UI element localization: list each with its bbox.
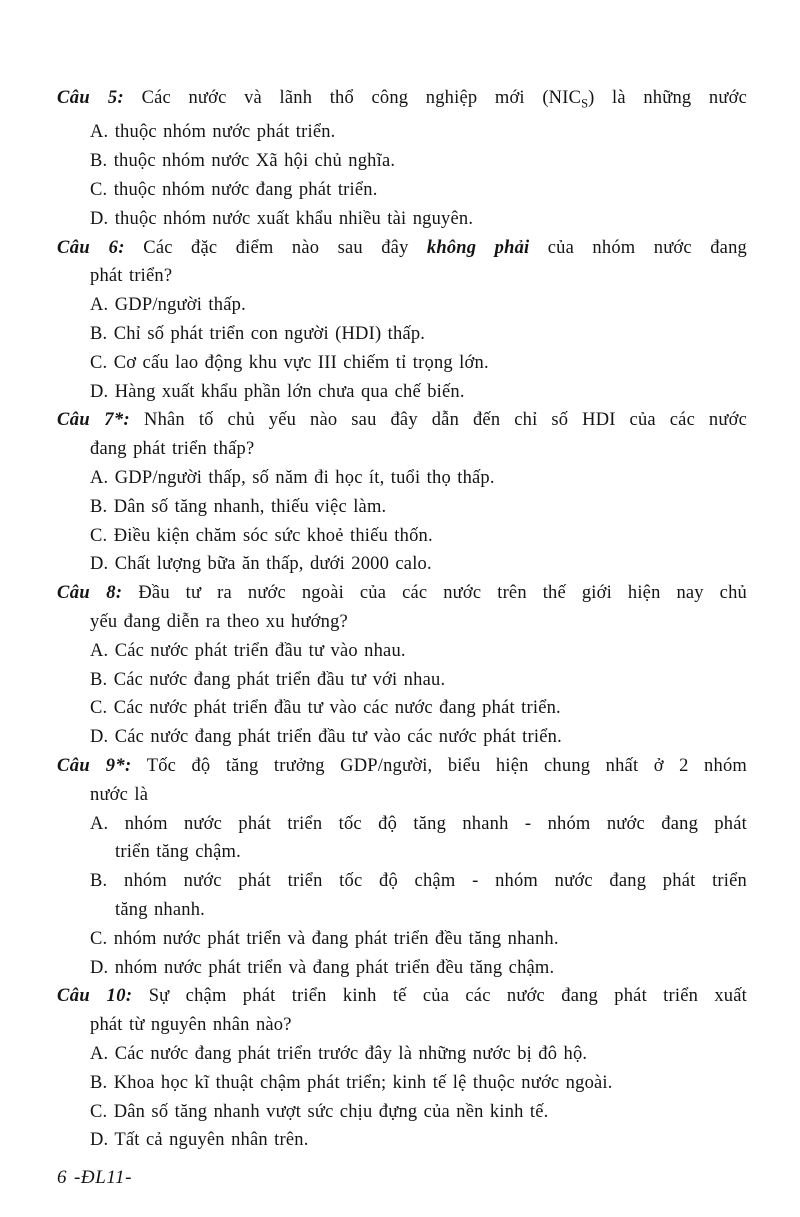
- text-segment: D. Các nước đang phát triển đầu tư vào các nước phát triển.: [90, 727, 562, 748]
- option-line: [57, 522, 747, 551]
- text-segment: A. GDP/người thấp, số năm đi học ít, tuổi thọ thấp.: [90, 468, 495, 489]
- text-segment: B. thuộc nhóm nước Xã hội chủ nghĩa.: [90, 151, 396, 172]
- option-line: [57, 205, 747, 234]
- question-continuation-line: [57, 608, 747, 637]
- option-line: [57, 1069, 747, 1098]
- option-line: [57, 810, 747, 839]
- option-line: [57, 637, 747, 666]
- text-segment: D. thuộc nhóm nước xuất khẩu nhiều tài nguyên.: [90, 208, 474, 229]
- question-first-line: [57, 234, 747, 263]
- question-label: Câu 7*:: [57, 410, 131, 431]
- text-segment: nước là: [90, 784, 149, 805]
- option-line: [57, 349, 747, 378]
- question-first-line: [57, 982, 747, 1011]
- question-label: Câu 10:: [57, 986, 133, 1007]
- question-continuation-line: [57, 262, 747, 291]
- question-label: Câu 8:: [57, 583, 123, 604]
- option-line: [57, 1040, 747, 1069]
- option-line: [57, 176, 747, 205]
- text-segment: D. Hàng xuất khẩu phần lớn chưa qua chế biến.: [90, 381, 465, 402]
- question-label: Câu 9*:: [57, 756, 132, 777]
- option-line: [57, 147, 747, 176]
- text-segment: Các nước và lãnh thổ công nghiệp mới (NIC: [141, 88, 582, 108]
- text-segment: C. Điều kiện chăm sóc sức khoẻ thiếu thốn.: [90, 525, 433, 546]
- option-line: [57, 723, 747, 752]
- page-number-book-code: 6 -ĐL11-: [57, 1167, 133, 1189]
- question-block: [57, 84, 747, 234]
- text-segment: B. Các nước đang phát triển đầu tư với nhau.: [90, 669, 446, 690]
- text-segment: C. Cơ cấu lao động khu vực III chiếm tỉ trọng lớn.: [90, 352, 489, 373]
- question-first-line: [57, 84, 747, 118]
- option-line: [57, 896, 747, 925]
- text-segment: Sự chậm phát triển kinh tế của các nước đang phát triển xuất: [148, 986, 748, 1007]
- question-block: [57, 982, 747, 1155]
- option-line: [57, 666, 747, 695]
- option-line: [57, 493, 747, 522]
- text-segment: phát triển?: [90, 266, 173, 287]
- question-first-line: [57, 579, 747, 608]
- text-segment: phát từ nguyên nhân nào?: [90, 1015, 292, 1036]
- text-segment: C. thuộc nhóm nước đang phát triển.: [90, 180, 378, 201]
- page-footer: [57, 1164, 747, 1193]
- option-line: [57, 954, 747, 983]
- question-block: [57, 406, 747, 579]
- text-segment: B. nhóm nước phát triển tốc độ chậm - nhóm nước đang phát triển: [90, 871, 747, 892]
- question-block: [57, 234, 747, 407]
- text-segment: A. Các nước phát triển đầu tư vào nhau.: [90, 640, 406, 661]
- text-segment: D. nhóm nước phát triển và đang phát triển đều tăng chậm.: [90, 957, 555, 978]
- text-segment: của nhóm nước đang: [529, 237, 747, 258]
- option-line: [57, 550, 747, 579]
- question-first-line: [57, 752, 747, 781]
- text-segment: đang phát triển thấp?: [90, 439, 255, 460]
- text-segment: Đầu tư ra nước ngoài của các nước trên thế giới hiện nay chủ: [138, 583, 747, 604]
- option-line: [57, 694, 747, 723]
- question-label: Câu 5:: [57, 88, 125, 108]
- text-segment: D. Chất lượng bữa ăn thấp, dưới 2000 calo.: [90, 554, 432, 575]
- text-segment: B. Chỉ số phát triển con người (HDI) thấp.: [90, 324, 426, 345]
- text-segment: ) là những nước: [588, 88, 747, 108]
- question-continuation-line: [57, 781, 747, 810]
- text-segment: Nhân tố chủ yếu nào sau đây dẫn đến chỉ số HDI của các nước: [144, 410, 747, 431]
- text-segment: C. Dân số tăng nhanh vượt sức chịu đựng của nền kinh tế.: [90, 1101, 549, 1122]
- option-line: [57, 925, 747, 954]
- text-segment: triển tăng chậm.: [115, 842, 241, 863]
- question-block: [57, 752, 747, 982]
- option-line: [57, 1098, 747, 1127]
- text-segment: A. thuộc nhóm nước phát triển.: [90, 122, 336, 143]
- text-segment: Tốc độ tăng trưởng GDP/người, biểu hiện chung nhất ở 2 nhóm: [146, 756, 747, 777]
- question-block: [57, 579, 747, 752]
- text-segment: A. nhóm nước phát triển tốc độ tăng nhanh - nhóm nước đang phát: [90, 813, 747, 834]
- text-segment: tăng nhanh.: [115, 900, 206, 920]
- question-label: Câu 6:: [57, 237, 125, 258]
- subscript-text: S: [581, 96, 589, 111]
- option-line: [57, 867, 747, 896]
- question-continuation-line: [57, 435, 747, 464]
- option-line: [57, 320, 747, 349]
- option-line: [57, 838, 747, 867]
- option-line: [57, 118, 747, 147]
- text-segment: C. nhóm nước phát triển và đang phát triển đều tăng nhanh.: [90, 928, 559, 949]
- option-line: [57, 1126, 747, 1155]
- question-first-line: [57, 406, 747, 435]
- text-segment: B. Dân số tăng nhanh, thiếu việc làm.: [90, 496, 387, 517]
- option-line: [57, 291, 747, 320]
- emphasis-text: không phải: [426, 237, 530, 258]
- question-list: [57, 84, 747, 1193]
- option-line: [57, 464, 747, 493]
- text-segment: Các đặc điểm nào sau đây: [143, 237, 427, 258]
- option-line: [57, 378, 747, 407]
- text-segment: yếu đang diễn ra theo xu hướng?: [90, 612, 348, 633]
- text-segment: B. Khoa học kĩ thuật chậm phát triển; kinh tế lệ thuộc nước ngoài.: [90, 1072, 613, 1093]
- text-segment: A. Các nước đang phát triển trước đây là những nước bị đô hộ.: [90, 1043, 588, 1064]
- text-segment: A. GDP/người thấp.: [90, 295, 246, 316]
- question-continuation-line: [57, 1011, 747, 1040]
- text-segment: C. Các nước phát triển đầu tư vào các nước đang phát triển.: [90, 698, 561, 719]
- text-segment: D. Tất cả nguyên nhân trên.: [90, 1130, 309, 1151]
